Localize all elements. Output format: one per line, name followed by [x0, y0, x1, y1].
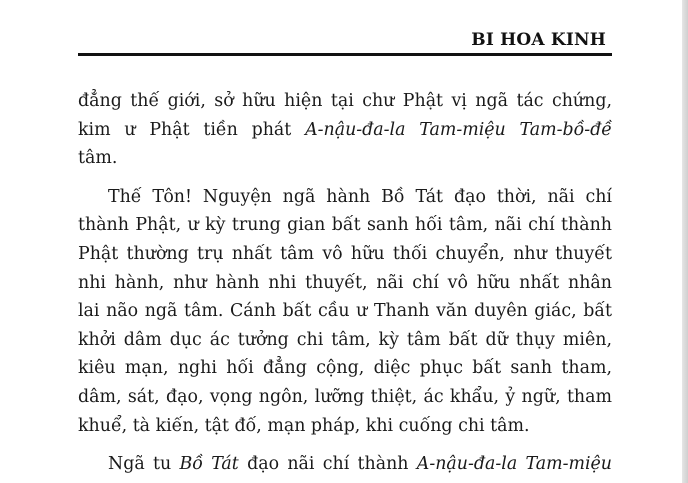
paragraph-2 [78, 183, 612, 440]
text-line: khuể, tà kiến, tật đố, mạn pháp, khi cuống chi tâm. [78, 415, 530, 436]
paragraph-1 [78, 87, 612, 173]
paragraph-gap [78, 173, 612, 183]
italic-term: A-nậu-đa-la Tam-miệu Tam-bồ-đề [305, 119, 612, 140]
body-text [78, 87, 612, 479]
running-header-title: BI HOA KINH [471, 30, 606, 50]
text-segment: Ngã tu [108, 454, 180, 475]
running-header [78, 28, 612, 56]
text-line [78, 116, 612, 145]
text-line: dâm, sát, đạo, vọng ngôn, lưỡng thiệt, ác khẩu, ỷ ngữ, tham [78, 386, 612, 407]
text-line [78, 450, 612, 479]
text-line: Thế Tôn! Nguyện ngã hành Bồ Tát đạo thời, nãi chí [108, 186, 612, 207]
text-line: thành Phật, ư kỳ trung gian bất sanh hối tâm, nãi chí thành [78, 215, 612, 236]
text-line: tâm. [78, 148, 118, 169]
text-line: kiêu mạn, nghi hối đẳng cộng, diệc phục bất sanh tham, [78, 358, 612, 379]
page-edge [682, 0, 688, 483]
text-line: nhi hành, như hành nhi thuyết, nãi chí vô hữu nhất nhân [78, 272, 612, 293]
text-line: đẳng thế giới, sở hữu hiện tại chư Phật vị ngã tác chứng, [78, 91, 612, 111]
text-segment: kim ư Phật tiền phát [78, 119, 306, 140]
italic-term: Bồ Tát [179, 454, 239, 475]
paragraph-3 [78, 450, 612, 479]
text-segment: đạo nãi chí thành [238, 454, 417, 475]
text-line: khởi dâm dục ác tưởng chi tâm, kỳ tâm bất dữ thụy miên, [78, 329, 612, 350]
text-line: Phật thường trụ nhất tâm vô hữu thối chuyển, như thuyết [78, 243, 612, 264]
italic-term: A-nậu-đa-la Tam-miệu [416, 454, 612, 475]
paragraph-gap [78, 440, 612, 450]
text-line: lai não ngã tâm. Cánh bất cầu ư Thanh văn duyên giác, bất [78, 301, 612, 322]
